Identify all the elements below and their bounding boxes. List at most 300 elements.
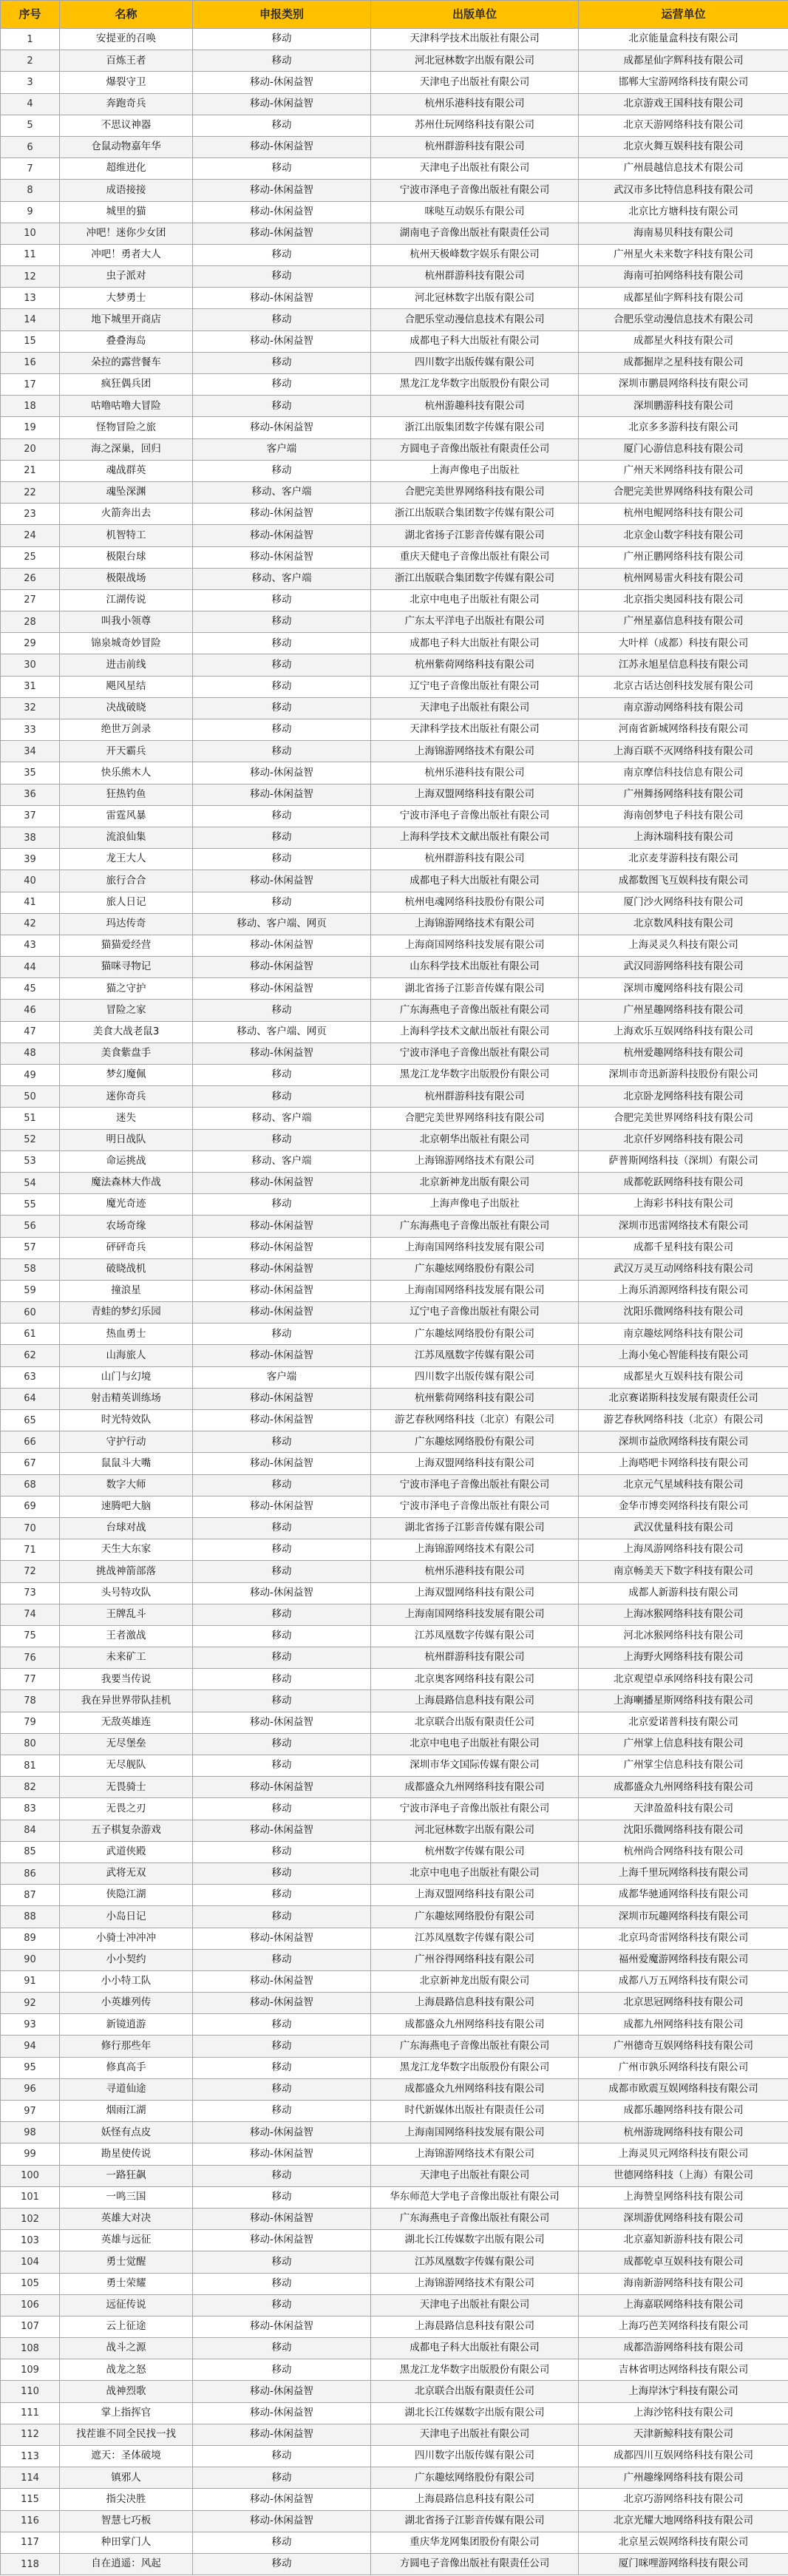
table-row — [1, 568, 788, 589]
cell-index: 112 — [1, 2424, 60, 2445]
cell-operator: 广州星趣网络科技有限公司 — [579, 1000, 788, 1021]
cell-operator: 上海岸沐宁科技有限公司 — [579, 2381, 788, 2402]
cell-publisher: 广东趣炫网络股份有限公司 — [371, 1431, 579, 1453]
cell-index: 8 — [1, 180, 60, 201]
cell-index: 108 — [1, 2338, 60, 2359]
table-row — [1, 1323, 788, 1345]
cell-category: 移动-休闲益智 — [193, 525, 371, 546]
cell-name: 镇邪人 — [60, 2467, 193, 2489]
cell-name: 小岛日记 — [60, 1906, 193, 1928]
cell-name: 大梦勇士 — [60, 288, 193, 309]
cell-publisher: 黑龙江龙华数字出版股份有限公司 — [371, 1065, 579, 1086]
cell-index: 28 — [1, 611, 60, 633]
table-row — [1, 2532, 788, 2553]
cell-category: 移动-休闲益智 — [193, 1237, 371, 1258]
cell-operator: 成都掘岸之星科技有限公司 — [579, 352, 788, 373]
cell-publisher: 上海晨路信息科技有限公司 — [371, 1690, 579, 1712]
cell-index: 46 — [1, 1000, 60, 1021]
cell-operator: 沈阳乐微网络科技有限公司 — [579, 1820, 788, 1841]
cell-publisher: 合肥完美世界网络科技有限公司 — [371, 481, 579, 503]
cell-publisher: 上海南国网络科技发展有限公司 — [371, 1237, 579, 1258]
cell-operator: 深圳市魔网络科技有限公司 — [579, 978, 788, 1000]
cell-index: 86 — [1, 1862, 60, 1884]
cell-operator: 上海灵灵久科技有限公司 — [579, 935, 788, 956]
cell-name: 火箭奔出去 — [60, 504, 193, 525]
cell-name: 飓风星结 — [60, 676, 193, 697]
cell-publisher: 北京中电电子出版社有限公司 — [371, 1733, 579, 1755]
cell-category: 移动 — [193, 676, 371, 697]
cell-category: 移动-休闲益智 — [193, 136, 371, 157]
cell-operator: 北京指尖奥园科技有限公司 — [579, 589, 788, 611]
cell-index: 25 — [1, 546, 60, 568]
cell-category: 移动-休闲益智 — [193, 2143, 371, 2165]
cell-index: 6 — [1, 136, 60, 157]
cell-name: 虫子派对 — [60, 266, 193, 288]
cell-publisher: 杭州乐港科技有限公司 — [371, 762, 579, 784]
cell-operator: 深圳市奇迅新游科技股份有限公司 — [579, 1065, 788, 1086]
cell-operator: 广州晨越信息技术有限公司 — [579, 158, 788, 180]
cell-operator: 杭州尚合网络科技有限公司 — [579, 1841, 788, 1862]
cell-name: 小小契约 — [60, 1949, 193, 1970]
cell-operator: 广州掌上信息科技有限公司 — [579, 1733, 788, 1755]
table-row — [1, 697, 788, 719]
cell-publisher: 杭州紫荷网络科技有限公司 — [371, 1388, 579, 1409]
cell-publisher: 江苏凤凰数字传媒有限公司 — [371, 1625, 579, 1647]
cell-publisher: 宁波市泽电子音像出版社有限公司 — [371, 1043, 579, 1064]
cell-category: 移动-休闲益智 — [193, 2510, 371, 2532]
cell-publisher: 四川数字出版传媒有限公司 — [371, 2446, 579, 2467]
cell-category: 移动-休闲益智 — [193, 957, 371, 978]
cell-index: 115 — [1, 2489, 60, 2510]
cell-operator: 成都星仙字辉科技有限公司 — [579, 50, 788, 72]
cell-operator: 北京天游网络科技有限公司 — [579, 115, 788, 136]
cell-name: 修真高手 — [60, 2057, 193, 2078]
cell-name: 头号特攻队 — [60, 1582, 193, 1604]
cell-index: 11 — [1, 244, 60, 265]
table-row — [1, 417, 788, 438]
cell-name: 时光特效队 — [60, 1410, 193, 1431]
cell-index: 31 — [1, 676, 60, 697]
cell-publisher: 广州谷得网络科技有限公司 — [371, 1949, 579, 1970]
cell-publisher: 上海南国网络科技发展有限公司 — [371, 2122, 579, 2143]
cell-category: 移动-休闲益智 — [193, 1820, 371, 1841]
cell-index: 54 — [1, 1172, 60, 1193]
cell-operator: 邯郸大宝游网络科技有限公司 — [579, 72, 788, 93]
cell-operator: 深圳市益欣网络科技有限公司 — [579, 1431, 788, 1453]
cell-category: 移动 — [193, 1561, 371, 1582]
cell-publisher: 辽宁电子音像出版社有限公司 — [371, 1302, 579, 1323]
table-row — [1, 654, 788, 676]
cell-publisher: 上海科学技术文献出版社有限公司 — [371, 1021, 579, 1043]
cell-name: 无畏之刃 — [60, 1798, 193, 1820]
cell-category: 移动-休闲益智 — [193, 2208, 371, 2229]
cell-operator: 北京观望卓承网络科技有限公司 — [579, 1669, 788, 1690]
cell-index: 22 — [1, 481, 60, 503]
table-row — [1, 741, 788, 762]
cell-index: 92 — [1, 1993, 60, 2014]
cell-publisher: 合肥乐堂动漫信息技术有限公司 — [371, 309, 579, 331]
cell-category: 移动-休闲益智 — [193, 1496, 371, 1517]
cell-name: 自在逍遥：风起 — [60, 2553, 193, 2575]
cell-category: 移动 — [193, 2532, 371, 2553]
cell-index: 76 — [1, 1647, 60, 1669]
cell-publisher: 天津电子出版社有限公司 — [371, 158, 579, 180]
cell-index: 90 — [1, 1949, 60, 1970]
cell-publisher: 湖北长江传媒数字出版有限公司 — [371, 2230, 579, 2251]
cell-publisher: 杭州群游科技有限公司 — [371, 266, 579, 288]
cell-name: 遮天：圣体破境 — [60, 2446, 193, 2467]
cell-operator: 沈阳乐微网络科技有限公司 — [579, 1302, 788, 1323]
cell-publisher: 河北冠林数字出版有限公司 — [371, 50, 579, 72]
cell-category: 移动 — [193, 654, 371, 676]
cell-index: 36 — [1, 784, 60, 805]
cell-name: 勇士觉醒 — [60, 2251, 193, 2273]
cell-index: 72 — [1, 1561, 60, 1582]
cell-publisher: 江苏凤凰数字传媒有限公司 — [371, 2251, 579, 2273]
table-row — [1, 180, 788, 201]
cell-publisher: 辽宁电子音像出版社有限公司 — [371, 676, 579, 697]
table-row — [1, 870, 788, 892]
cell-category: 移动 — [193, 1906, 371, 1928]
cell-publisher: 方圆电子音像出版社有限责任公司 — [371, 438, 579, 460]
cell-publisher: 天津科学技术出版社有限公司 — [371, 719, 579, 741]
cell-category: 移动 — [193, 1194, 371, 1216]
cell-publisher: 四川数字出版传媒有限公司 — [371, 1366, 579, 1388]
cell-index: 109 — [1, 2359, 60, 2381]
cell-publisher: 上海晨路信息科技有限公司 — [371, 2316, 579, 2337]
cell-operator: 大叶样（成都）科技有限公司 — [579, 633, 788, 654]
table-row — [1, 2424, 788, 2445]
cell-name: 冲吧！勇者大人 — [60, 244, 193, 265]
cell-publisher: 天津电子出版社有限公司 — [371, 2424, 579, 2445]
cell-category: 移动 — [193, 2359, 371, 2381]
cell-category: 移动 — [193, 1647, 371, 1669]
cell-index: 61 — [1, 1323, 60, 1345]
cell-category: 移动 — [193, 1086, 371, 1108]
cell-name: 新镜逍游 — [60, 2014, 193, 2036]
cell-publisher: 咪哒互动娱乐有限公司 — [371, 201, 579, 223]
cell-operator: 合肥完美世界网络科技有限公司 — [579, 481, 788, 503]
cell-category: 移动-休闲益智 — [193, 1302, 371, 1323]
cell-operator: 深圳市迅雷网络技术有限公司 — [579, 1216, 788, 1237]
cell-name: 梦幻魔佩 — [60, 1065, 193, 1086]
cell-name: 青蛙的梦幻乐园 — [60, 1302, 193, 1323]
cell-operator: 上海彩书科技有限公司 — [579, 1194, 788, 1216]
cell-category: 移动 — [193, 1862, 371, 1884]
cell-category: 移动、客户端、网页 — [193, 913, 371, 935]
cell-category: 移动-休闲益智 — [193, 870, 371, 892]
cell-publisher: 天津电子出版社有限公司 — [371, 2294, 579, 2316]
cell-category: 移动-休闲益智 — [193, 1043, 371, 1064]
cell-name: 我在异世界带队挂机 — [60, 1690, 193, 1712]
cell-publisher: 成都电子科大出版社有限公司 — [371, 633, 579, 654]
cell-name: 勘星使传说 — [60, 2143, 193, 2165]
cell-index: 71 — [1, 1539, 60, 1561]
cell-category: 移动 — [193, 611, 371, 633]
cell-category: 移动 — [193, 741, 371, 762]
cell-name: 魂坠深渊 — [60, 481, 193, 503]
cell-operator: 北京爱诺普科技有限公司 — [579, 1712, 788, 1733]
cell-name: 雷霆风暴 — [60, 805, 193, 827]
cell-operator: 游艺春秋网络科技（北京）有限公司 — [579, 1410, 788, 1431]
cell-operator: 广州德奇互娱网络科技有限公司 — [579, 2036, 788, 2057]
table-row — [1, 762, 788, 784]
cell-publisher: 华东师范大学电子音像出版社有限公司 — [371, 2186, 579, 2208]
cell-index: 2 — [1, 50, 60, 72]
cell-category: 移动-休闲益智 — [193, 2316, 371, 2337]
cell-category: 移动 — [193, 805, 371, 827]
table-row — [1, 784, 788, 805]
cell-name: 海之深巢，回归 — [60, 438, 193, 460]
cell-category: 移动 — [193, 1755, 371, 1777]
cell-operator: 成都乾卓互娱科技有限公司 — [579, 2251, 788, 2273]
cell-name: 仓鼠动物嘉年华 — [60, 136, 193, 157]
cell-index: 113 — [1, 2446, 60, 2467]
cell-index: 74 — [1, 1604, 60, 1625]
cell-name: 妖怪有点皮 — [60, 2122, 193, 2143]
cell-publisher: 宁波市泽电子音像出版社有限公司 — [371, 1474, 579, 1496]
table-row — [1, 223, 788, 244]
cell-operator: 上海冰猴网络科技有限公司 — [579, 1604, 788, 1625]
cell-category: 移动 — [193, 1669, 371, 1690]
cell-publisher: 苏州仕玩网络科技有限公司 — [371, 115, 579, 136]
cell-index: 35 — [1, 762, 60, 784]
cell-category: 移动 — [193, 50, 371, 72]
cell-name: 修行那些年 — [60, 2036, 193, 2057]
cell-category: 移动 — [193, 2078, 371, 2100]
table-row — [1, 2381, 788, 2402]
cell-publisher: 湖北省扬子江影音传媒有限公司 — [371, 2510, 579, 2532]
cell-operator: 萨普斯网络科技（深圳）有限公司 — [579, 1150, 788, 1172]
cell-name: 决战破晓 — [60, 697, 193, 719]
cell-index: 38 — [1, 827, 60, 848]
cell-index: 16 — [1, 352, 60, 373]
cell-operator: 深圳鹏游科技有限公司 — [579, 396, 788, 417]
cell-publisher: 广东趣炫网络股份有限公司 — [371, 1323, 579, 1345]
cell-operator: 武汉优量科技有限公司 — [579, 1517, 788, 1539]
cell-name: 撞浪星 — [60, 1280, 193, 1301]
cell-category: 移动-休闲益智 — [193, 72, 371, 93]
cell-name: 一路狂飙 — [60, 2165, 193, 2186]
cell-operator: 广州正鹏网络科技有限公司 — [579, 546, 788, 568]
cell-index: 14 — [1, 309, 60, 331]
cell-publisher: 黑龙江龙华数字出版股份有限公司 — [371, 374, 579, 396]
cell-category: 移动 — [193, 374, 371, 396]
cell-category: 移动 — [193, 1474, 371, 1496]
cell-publisher: 上海晨路信息科技有限公司 — [371, 2489, 579, 2510]
cell-index: 62 — [1, 1345, 60, 1366]
cell-publisher: 杭州乐港科技有限公司 — [371, 93, 579, 115]
cell-publisher: 浙江出版联合集团数字传媒有限公司 — [371, 504, 579, 525]
table-row — [1, 2014, 788, 2036]
cell-category: 移动 — [193, 460, 371, 481]
cell-operator: 厦门咪哩游网络科技有限公司 — [579, 2553, 788, 2575]
cell-index: 40 — [1, 870, 60, 892]
cell-publisher: 杭州游趣科技有限公司 — [371, 396, 579, 417]
table-row — [1, 2467, 788, 2489]
cell-publisher: 湖北省扬子江影音传媒有限公司 — [371, 978, 579, 1000]
table-row — [1, 1453, 788, 1474]
cell-operator: 南京趣炫网络科技有限公司 — [579, 1323, 788, 1345]
table-row — [1, 244, 788, 265]
cell-category: 移动-休闲益智 — [193, 2402, 371, 2424]
table-row — [1, 1647, 788, 1669]
cell-operator: 北京巧游网络科技有限公司 — [579, 2489, 788, 2510]
cell-name: 数字大师 — [60, 1474, 193, 1496]
table-row — [1, 1949, 788, 1970]
table-row — [1, 2186, 788, 2208]
cell-index: 23 — [1, 504, 60, 525]
cell-operator: 世德网络科技（上海）有限公司 — [579, 2165, 788, 2186]
cell-operator: 海南可拍网络科技有限公司 — [579, 266, 788, 288]
cell-index: 111 — [1, 2402, 60, 2424]
cell-name: 安提亚的召唤 — [60, 29, 193, 50]
cell-index: 56 — [1, 1216, 60, 1237]
cell-name: 无畏骑士 — [60, 1777, 193, 1798]
cell-index: 24 — [1, 525, 60, 546]
table-row — [1, 481, 788, 503]
cell-index: 117 — [1, 2532, 60, 2553]
cell-index: 19 — [1, 417, 60, 438]
table-row — [1, 892, 788, 913]
cell-category: 移动-休闲益智 — [193, 935, 371, 956]
cell-operator: 北京麦芽游科技有限公司 — [579, 849, 788, 870]
header-name: 名称 — [60, 1, 193, 29]
cell-publisher: 黑龙江龙华数字出版股份有限公司 — [371, 2057, 579, 2078]
cell-publisher: 深圳市华文国际传媒有限公司 — [371, 1755, 579, 1777]
cell-category: 移动、客户端 — [193, 1150, 371, 1172]
cell-index: 78 — [1, 1690, 60, 1712]
cell-operator: 深圳游优网络科技有限公司 — [579, 2208, 788, 2229]
cell-category: 移动-休闲益智 — [193, 1970, 371, 1992]
cell-name: 怪物冒险之旅 — [60, 417, 193, 438]
table-row — [1, 352, 788, 373]
cell-operator: 上海喇播星斯网络科技有限公司 — [579, 1690, 788, 1712]
cell-category: 移动、客户端 — [193, 568, 371, 589]
cell-index: 89 — [1, 1928, 60, 1949]
cell-index: 106 — [1, 2294, 60, 2316]
table-row — [1, 2338, 788, 2359]
cell-index: 114 — [1, 2467, 60, 2489]
cell-operator: 成都星火科技有限公司 — [579, 331, 788, 352]
cell-index: 104 — [1, 2251, 60, 2273]
cell-publisher: 北京联合出版有限责任公司 — [371, 1712, 579, 1733]
table-row — [1, 50, 788, 72]
table-row — [1, 2273, 788, 2294]
header-operator: 运营单位 — [579, 1, 788, 29]
cell-category: 移动 — [193, 2186, 371, 2208]
cell-name: 美食紫盘手 — [60, 1043, 193, 1064]
cell-index: 107 — [1, 2316, 60, 2337]
table-row — [1, 1993, 788, 2014]
cell-publisher: 上海锦游网络技术有限公司 — [371, 1150, 579, 1172]
cell-name: 江湖传说 — [60, 589, 193, 611]
cell-category: 移动 — [193, 1129, 371, 1150]
cell-publisher: 杭州群游科技有限公司 — [371, 1086, 579, 1108]
cell-category: 移动 — [193, 1323, 371, 1345]
cell-name: 绝世万剑录 — [60, 719, 193, 741]
cell-operator: 武汉市多比特信息科技有限公司 — [579, 180, 788, 201]
table-row — [1, 1604, 788, 1625]
cell-name: 叠叠海岛 — [60, 331, 193, 352]
table-row — [1, 2553, 788, 2575]
cell-category: 客户端 — [193, 438, 371, 460]
cell-index: 20 — [1, 438, 60, 460]
cell-publisher: 北京奥客网络科技有限公司 — [371, 1669, 579, 1690]
cell-name: 无尽堡垒 — [60, 1733, 193, 1755]
cell-category: 移动 — [193, 1604, 371, 1625]
cell-operator: 北京火舞互娱科技有限公司 — [579, 136, 788, 157]
cell-operator: 北京玛奇雷网络科技有限公司 — [579, 1928, 788, 1949]
table-row — [1, 2101, 788, 2122]
table-row — [1, 1258, 788, 1280]
cell-index: 34 — [1, 741, 60, 762]
table-row — [1, 1733, 788, 1755]
cell-operator: 成都乾跃网络科技有限公司 — [579, 1172, 788, 1193]
cell-publisher: 北京联合出版有限责任公司 — [371, 2381, 579, 2402]
table-row — [1, 1625, 788, 1647]
cell-category: 移动-休闲益智 — [193, 331, 371, 352]
table-row — [1, 611, 788, 633]
cell-category: 移动 — [193, 1431, 371, 1453]
cell-category: 移动-休闲益智 — [193, 1388, 371, 1409]
cell-index: 7 — [1, 158, 60, 180]
cell-publisher: 宁波市泽电子音像出版社有限公司 — [371, 1798, 579, 1820]
cell-category: 移动-休闲益智 — [193, 2381, 371, 2402]
cell-name: 鼠鼠斗大嘴 — [60, 1453, 193, 1474]
cell-category: 移动-休闲益智 — [193, 1280, 371, 1301]
cell-index: 57 — [1, 1237, 60, 1258]
cell-index: 65 — [1, 1410, 60, 1431]
cell-operator: 武汉万灵互动网络科技有限公司 — [579, 1258, 788, 1280]
table-row — [1, 2057, 788, 2078]
cell-category: 移动 — [193, 115, 371, 136]
cell-publisher: 宁波市泽电子音像出版社有限公司 — [371, 805, 579, 827]
cell-publisher: 北京中电电子出版社有限公司 — [371, 1862, 579, 1884]
table-row — [1, 2510, 788, 2532]
cell-publisher: 上海声像电子出版社 — [371, 460, 579, 481]
cell-name: 寻道仙途 — [60, 2078, 193, 2100]
cell-category: 移动 — [193, 1065, 371, 1086]
table-row — [1, 849, 788, 870]
cell-index: 13 — [1, 288, 60, 309]
cell-index: 102 — [1, 2208, 60, 2229]
table-row — [1, 1712, 788, 1733]
cell-category: 移动-休闲益智 — [193, 1582, 371, 1604]
cell-name: 射击精英训练场 — [60, 1388, 193, 1409]
cell-operator: 海南新游网络科技有限公司 — [579, 2273, 788, 2294]
cell-category: 移动 — [193, 309, 371, 331]
table-row — [1, 1216, 788, 1237]
cell-name: 狂热钓鱼 — [60, 784, 193, 805]
table-row — [1, 1021, 788, 1043]
cell-category: 移动、客户端、网页 — [193, 1021, 371, 1043]
cell-name: 锦泉城奇妙冒险 — [60, 633, 193, 654]
cell-operator: 江苏永旭星信息科技有限公司 — [579, 654, 788, 676]
cell-publisher: 成都电子科大出版社有限公司 — [371, 2338, 579, 2359]
cell-category: 移动 — [193, 1690, 371, 1712]
cell-category: 移动-休闲益智 — [193, 1410, 371, 1431]
cell-index: 44 — [1, 957, 60, 978]
cell-name: 种田掌门人 — [60, 2532, 193, 2553]
cell-category: 移动-休闲益智 — [193, 2489, 371, 2510]
cell-index: 58 — [1, 1258, 60, 1280]
cell-operator: 厦门沙火网络科技有限公司 — [579, 892, 788, 913]
cell-name: 明日战队 — [60, 1129, 193, 1150]
cell-index: 88 — [1, 1906, 60, 1928]
cell-index: 63 — [1, 1366, 60, 1388]
cell-category: 移动 — [193, 2467, 371, 2489]
